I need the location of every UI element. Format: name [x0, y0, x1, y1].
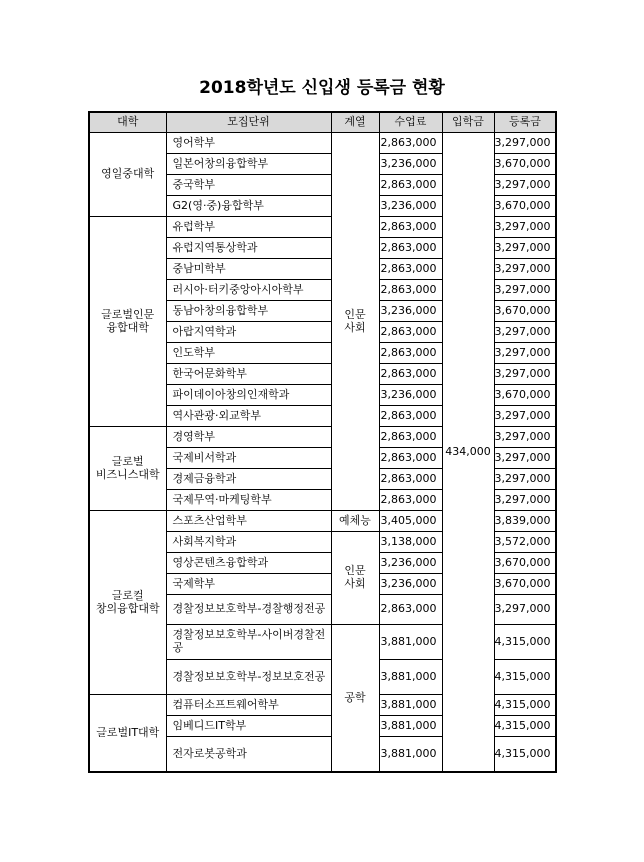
unit-cell: 영상콘텐츠융합학과: [166, 553, 331, 574]
unit-cell: 전자로봇공학과: [166, 737, 331, 773]
tuition-cell: 2,863,000: [379, 259, 442, 280]
unit-cell: 경찰정보보호학부-경찰행정전공: [166, 595, 331, 625]
total-cell: 3,297,000: [494, 280, 556, 301]
tuition-cell: 2,863,000: [379, 238, 442, 259]
total-cell: 3,670,000: [494, 154, 556, 175]
unit-cell: 국제무역·마케팅학부: [166, 490, 331, 511]
unit-cell: 동남아창의융합학부: [166, 301, 331, 322]
tuition-cell: 3,881,000: [379, 737, 442, 773]
total-cell: 4,315,000: [494, 625, 556, 660]
tuition-cell: 3,236,000: [379, 154, 442, 175]
tuition-cell: 3,881,000: [379, 625, 442, 660]
tuition-cell: 2,863,000: [379, 427, 442, 448]
total-cell: 3,297,000: [494, 238, 556, 259]
total-cell: 3,670,000: [494, 385, 556, 406]
header-tuition: 수업료: [379, 112, 442, 133]
college-label: 글로벌인문 융합대학: [101, 307, 155, 334]
tuition-cell: 2,863,000: [379, 595, 442, 625]
tuition-cell: 2,863,000: [379, 448, 442, 469]
unit-cell: 역사관광·외교학부: [166, 406, 331, 427]
total-cell: 3,297,000: [494, 259, 556, 280]
tuition-cell: 3,881,000: [379, 716, 442, 737]
total-cell: 4,315,000: [494, 660, 556, 695]
field-cell: 예체능: [331, 511, 379, 532]
college-label: 글로벌IT대학: [96, 725, 160, 739]
page-title: 2018학년도 신입생 등록금 현황: [199, 78, 445, 98]
header-total: 등록금: [494, 112, 556, 133]
table-row: [89, 133, 556, 154]
tuition-table: [88, 111, 557, 773]
header-row: [89, 112, 556, 133]
tuition-cell: 3,236,000: [379, 385, 442, 406]
tuition-cell: 2,863,000: [379, 406, 442, 427]
tuition-cell: 3,236,000: [379, 574, 442, 595]
unit-cell: 러시아·터키중앙아시아학부: [166, 280, 331, 301]
tuition-cell: 2,863,000: [379, 217, 442, 238]
unit-cell: 일본어창의융합학부: [166, 154, 331, 175]
total-cell: 3,297,000: [494, 406, 556, 427]
unit-cell: 유럽학부: [166, 217, 331, 238]
unit-cell: 임베디드IT학부: [166, 716, 331, 737]
total-cell: 3,670,000: [494, 553, 556, 574]
tuition-cell: 3,881,000: [379, 695, 442, 716]
total-cell: 4,315,000: [494, 695, 556, 716]
field-cell: 공학: [331, 625, 379, 773]
tuition-cell: 2,863,000: [379, 343, 442, 364]
total-cell: 3,297,000: [494, 448, 556, 469]
total-cell: 3,670,000: [494, 574, 556, 595]
unit-cell: 경영학부: [166, 427, 331, 448]
field-label: 인문 사회: [344, 564, 366, 590]
college-cell: [89, 511, 166, 695]
unit-cell: 인도학부: [166, 343, 331, 364]
unit-cell: 파이데이아창의인재학과: [166, 385, 331, 406]
unit-cell: 경제금융학과: [166, 469, 331, 490]
tuition-cell: 2,863,000: [379, 133, 442, 154]
total-cell: 3,297,000: [494, 490, 556, 511]
college-label: 영일중대학: [101, 167, 155, 181]
total-cell: 3,297,000: [494, 217, 556, 238]
unit-cell: 아랍지역학과: [166, 322, 331, 343]
tuition-cell: 2,863,000: [379, 322, 442, 343]
college-cell: [89, 427, 166, 511]
tuition-cell: 3,405,000: [379, 511, 442, 532]
total-cell: 3,297,000: [494, 469, 556, 490]
admission-fee-cell: 434,000: [442, 133, 494, 773]
total-cell: 3,297,000: [494, 175, 556, 196]
total-cell: 3,297,000: [494, 343, 556, 364]
college-label: 글로벌 비즈니스대학: [95, 454, 160, 481]
unit-cell: 중남미학부: [166, 259, 331, 280]
college-label: 글로컬 창의융합대학: [95, 588, 160, 615]
field-cell: [331, 133, 379, 511]
header-unit: 모집단위: [166, 112, 331, 133]
unit-cell: 국제학부: [166, 574, 331, 595]
tuition-cell: 2,863,000: [379, 469, 442, 490]
total-cell: 3,670,000: [494, 301, 556, 322]
total-cell: 3,297,000: [494, 595, 556, 625]
tuition-cell: 2,863,000: [379, 280, 442, 301]
total-cell: 3,839,000: [494, 511, 556, 532]
tuition-cell: 3,236,000: [379, 196, 442, 217]
total-cell: 4,315,000: [494, 716, 556, 737]
total-cell: 3,297,000: [494, 322, 556, 343]
total-cell: 3,670,000: [494, 196, 556, 217]
total-cell: 3,297,000: [494, 364, 556, 385]
tuition-cell: 2,863,000: [379, 175, 442, 196]
total-cell: 3,572,000: [494, 532, 556, 553]
tuition-cell: 3,138,000: [379, 532, 442, 553]
unit-cell: 사회복지학과: [166, 532, 331, 553]
unit-cell: G2(영·중)융합학부: [166, 196, 331, 217]
unit-cell: 국제비서학과: [166, 448, 331, 469]
header-admission-fee: 입학금: [442, 112, 494, 133]
total-cell: 3,297,000: [494, 133, 556, 154]
tuition-cell: 2,863,000: [379, 490, 442, 511]
college-cell: [89, 695, 166, 773]
tuition-cell: 3,236,000: [379, 553, 442, 574]
unit-cell: 스포츠산업학부: [166, 511, 331, 532]
tuition-cell: 2,863,000: [379, 364, 442, 385]
college-cell: [89, 217, 166, 427]
unit-cell: 경찰정보보호학부-사이버경찰전공: [166, 625, 331, 660]
unit-cell: 유럽지역통상학과: [166, 238, 331, 259]
header-college: 대학: [89, 112, 166, 133]
field-label: 인문 사회: [344, 307, 366, 334]
unit-cell: 컴퓨터소프트웨어학부: [166, 695, 331, 716]
tuition-cell: 3,236,000: [379, 301, 442, 322]
header-field: 계열: [331, 112, 379, 133]
field-cell: [331, 532, 379, 625]
total-cell: 3,297,000: [494, 427, 556, 448]
unit-cell: 한국어문화학부: [166, 364, 331, 385]
college-cell: [89, 133, 166, 217]
total-cell: 4,315,000: [494, 737, 556, 773]
unit-cell: 중국학부: [166, 175, 331, 196]
unit-cell: 영어학부: [166, 133, 331, 154]
unit-cell: 경찰정보보호학부-정보보호전공: [166, 660, 331, 695]
tuition-cell: 3,881,000: [379, 660, 442, 695]
